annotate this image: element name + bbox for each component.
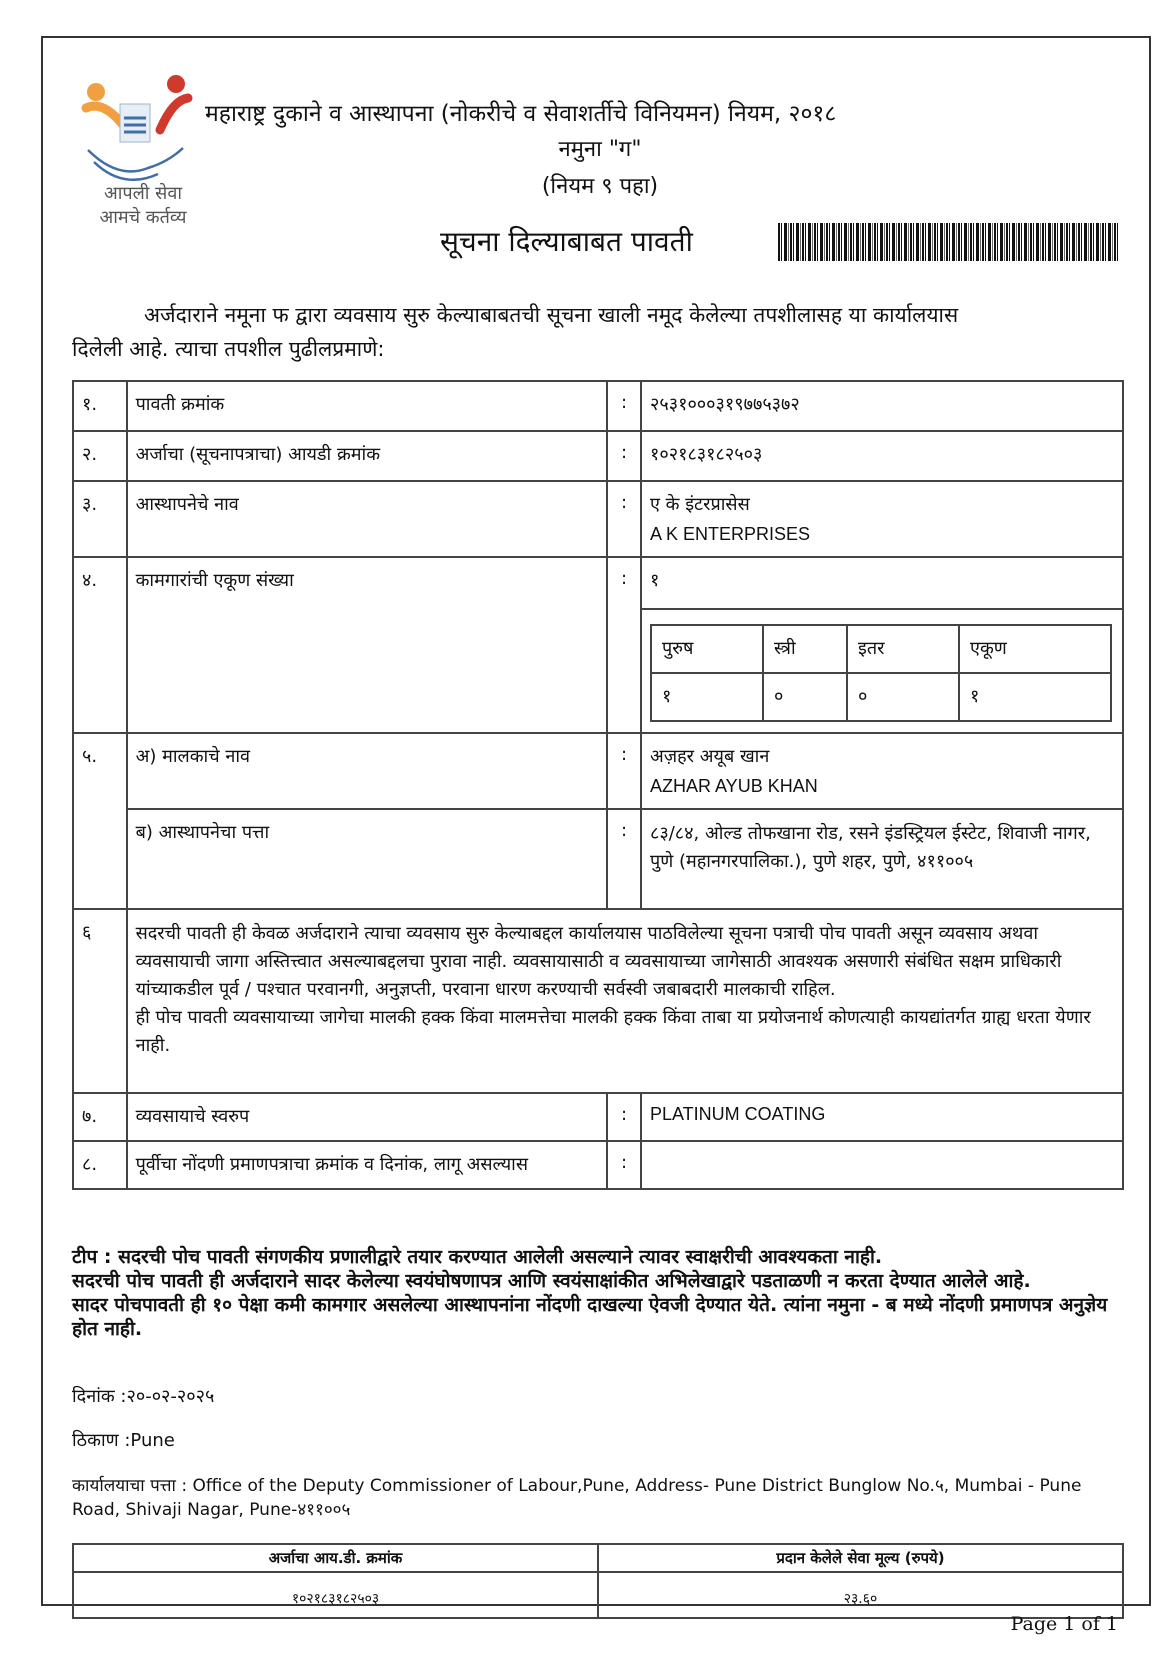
- intro-paragraph: अर्जदाराने नमूना फ द्वारा व्यवसाय सुरु केल्याबाबतची सूचना खाली नमूद केलेल्या तपशीलासह या कार्यालयास दिलेली आहे. त्याचा तपशील पुढीलप्रमाणे:: [72, 303, 959, 361]
- table-row-disclaimer: ६ सदरची पावती ही केवळ अर्जदाराने त्याचा व्यवसाय सुरु केल्याबद्दल कार्यालयास पाठविलेल्या सूचना पत्राची पोच पावती असून व्यवसाय अथवा व्यवसायाची जागा अस्तित्त्वात असल्याबद्दलचा पुरावा नाही. व्यवसायासाठी व व्यवसायाच्या जागेसाठी आवश्यक असणारी संबंधित सक्षम प्राधिकारी यांच्याकडील पूर्व / पश्चात परवानगी, अनुज्ञप्ती, परवाना धारण करण्याची सर्वस्वी जबाबदारी मालकाची राहिल. ही पोच पावती व्यवसायाच्या जागेचा मालकी हक्क किंवा मालमत्तेचा मालकी हक्क किंवा ताबा या प्रयोजनार्थ कोणत्याही कायद्यांतर्गत ग्राह्य धरता येणार नाही.: [73, 909, 1123, 1093]
- table-row-previous-registration: ८. पूर्वीचा नोंदणी प्रमाणपत्राचा क्रमांक व दिनांक, लागू असल्यास :: [73, 1141, 1123, 1189]
- table-row-worker-count: ४. कामगारांची एकूण संख्या : १ पुरुष स्त्री इतर एकूण १ ० ० १: [73, 557, 1123, 733]
- table-row-application-id: २. अर्जाचा (सूचनापत्राचा) आयडी क्रमांक : १०२१८३१८२५०३: [73, 431, 1123, 481]
- table-row-establishment-address: ब) आस्थापनेचा पत्ता : ८३/८४, ओल्ड तोफखाना रोड, रसने इंडस्ट्रियल ईस्टेट, शिवाजी नागर, पुणे (महानगरपालिका.), पुणे शहर, पुणे, ४११००५: [73, 809, 1123, 909]
- fee-application-id: १०२१८३१८२५०३: [291, 1591, 380, 1607]
- establishment-name: ए के इंटरप्रासेस A K ENTERPRISES: [641, 481, 1123, 557]
- details-table: [72, 380, 1124, 1190]
- document-title: सूचना दिल्याबाबत पावती: [440, 225, 693, 258]
- table-row-establishment-name: ३. आस्थापनेचे नाव : ए के इंटरप्रासेस A K ENTERPRISES: [73, 481, 1123, 557]
- tip-note: टीप : सदरची पोच पावती संगणकीय प्रणालीद्वारे तयार करण्यात आलेली असल्याने त्यावर स्वाक्षरीची आवश्यकता नाही. सदरची पोच पावती ही अर्जदाराने सादर केलेल्या स्वयंघोषणापत्र आणि स्वयंसाक्षांकीत अभिलेखाद्वारे पडताळणी न करता देण्यात आलेले आहे. सादर पोचपावती ही १० पेक्षा कमी कामगार असलेल्या आस्थापनांना नोंदणी दाखल्या ऐवजी देण्यात येते. त्यांना नमुना - ब मध्ये नोंदणी प्रमाणपत्र अनुज्ञेय होत नाही.: [72, 1246, 1108, 1340]
- application-id: १०२१८३१८२५०३: [641, 431, 1123, 481]
- establishment-address: ८३/८४, ओल्ड तोफखाना रोड, रसने इंडस्ट्रियल ईस्टेट, शिवाजी नागर, पुणे (महानगरपालिका.), पुणे शहर, पुणे, ४११००५: [641, 809, 1123, 909]
- act-title: महाराष्ट्र दुकाने व आस्थापना (नोकरीचे व सेवाशर्तीचे विनियमन) नियम, २०१८: [205, 101, 837, 127]
- issue-date: दिनांक :२०-०२-२०२५: [72, 1386, 215, 1407]
- barcode-icon: [778, 223, 1120, 261]
- form-name: नमुना "ग": [558, 137, 642, 162]
- rule-reference: (नियम ९ पहा): [541, 174, 659, 199]
- worker-breakdown-table: पुरुष स्त्री इतर एकूण १ ० ० १: [650, 624, 1112, 722]
- business-nature: PLATINUM COATING: [641, 1093, 1123, 1141]
- disclaimer-note: सदरची पावती ही केवळ अर्जदाराने त्याचा व्यवसाय सुरु केल्याबद्दल कार्यालयास पाठविलेल्या सूचना पत्राची पोच पावती असून व्यवसाय अथवा व्यवसायाची जागा अस्तित्त्वात असल्याबद्दलचा पुरावा नाही. व्यवसायासाठी व व्यवसायाच्या जागेसाठी आवश्यक असणारी संबंधित सक्षम प्राधिकारी यांच्याकडील पूर्व / पश्चात परवानगी, अनुज्ञप्ती, परवाना धारण करण्याची सर्वस्वी जबाबदारी मालकाची राहिल. ही पोच पावती व्यवसायाच्या जागेचा मालकी हक्क किंवा मालमत्तेचा मालकी हक्क किंवा ताबा या प्रयोजनार्थ कोणत्याही कायद्यांतर्गत ग्राह्य धरता येणार नाही.: [127, 909, 1123, 1093]
- receipt-number: २५३१०००३१९७७५३७२: [641, 381, 1123, 431]
- table-row-receipt-number: १. पावती क्रमांक : २५३१०००३१९७७५३७२: [73, 381, 1123, 431]
- service-fee-table: अर्जाचा आय.डी. क्रमांक प्रदान केलेले सेवा मूल्य (रुपये) १०२१८३१८२५०३ २३.६०: [72, 1543, 1124, 1619]
- fee-amount: २३.६०: [843, 1591, 878, 1607]
- worker-count: १ पुरुष स्त्री इतर एकूण १ ० ० १: [641, 557, 1123, 733]
- page-number: Page 1 of 1: [1010, 1613, 1118, 1635]
- owner-name: अज़हर अयूब खान AZHAR AYUB KHAN: [641, 733, 1123, 809]
- issue-place: ठिकाण :Pune: [72, 1430, 175, 1451]
- logo-tagline: आपली सेवा आमचे कर्तव्य: [99, 183, 187, 228]
- table-row-owner-name: ५. अ) मालकाचे नाव : अज़हर अयूब खान AZHAR AYUB KHAN: [73, 733, 1123, 809]
- office-address: कार्यालयाचा पत्ता : Office of the Deputy Commissioner of Labour,Pune, Address- Pune District Bunglow No.५, Mumbai - Pune Road, Shivaji Nagar, Pune-४११००५: [72, 1476, 1082, 1520]
- table-row-business-nature: ७. व्यवसायाचे स्वरुप : PLATINUM COATING: [73, 1093, 1123, 1141]
- previous-registration: [641, 1141, 1123, 1189]
